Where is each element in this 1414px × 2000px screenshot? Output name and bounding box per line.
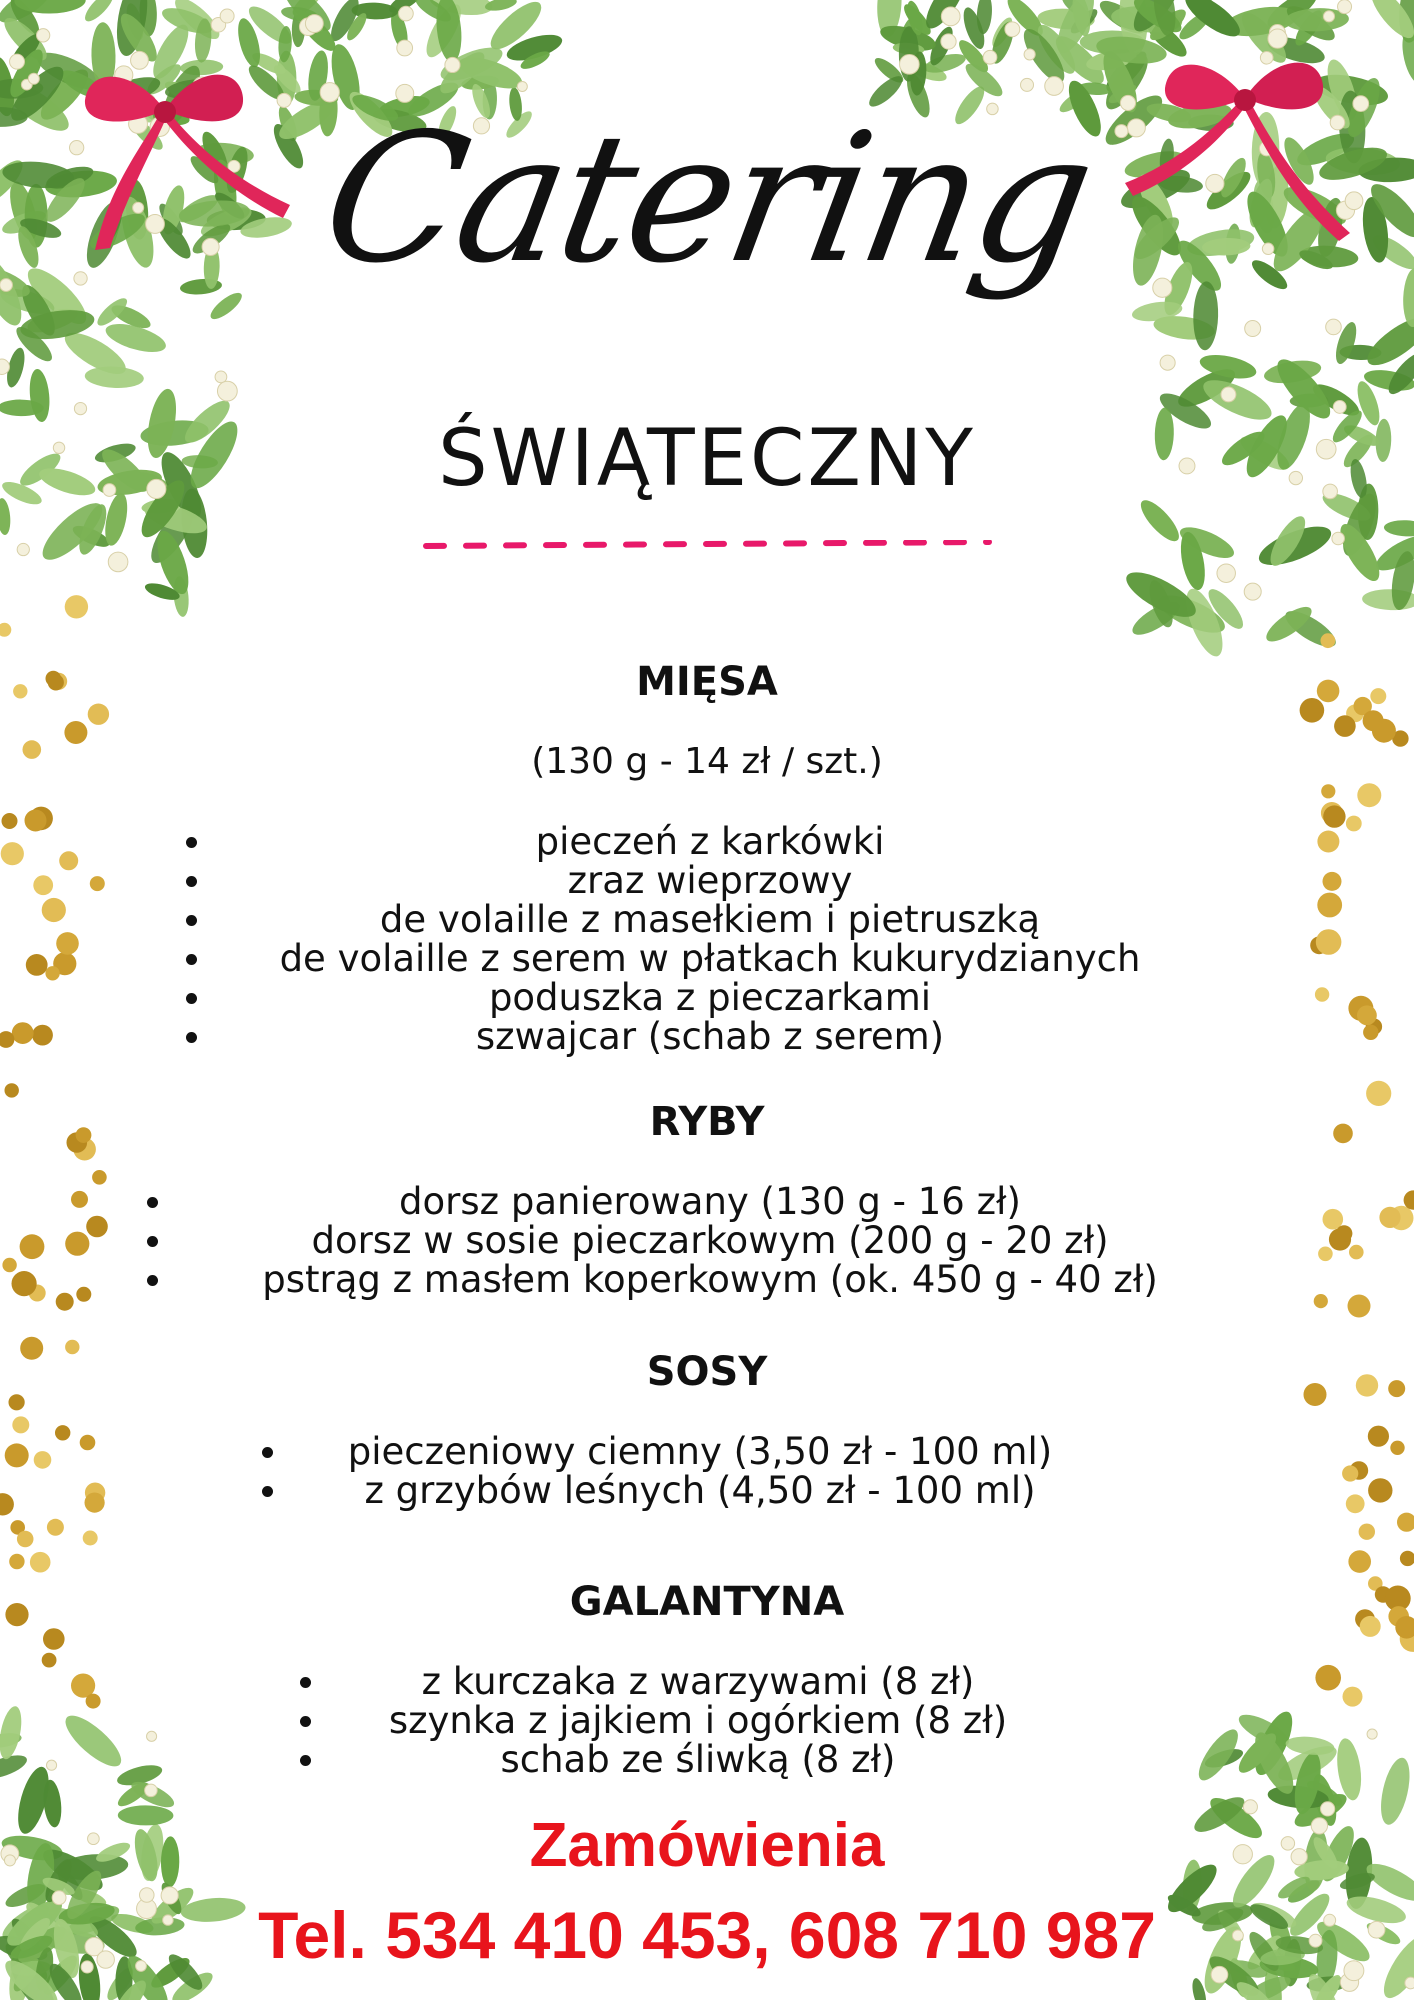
section-note-miesa: (130 g - 14 zł / szt.) — [531, 741, 883, 782]
bullet-icon — [186, 876, 197, 887]
list-item: z kurczaka z warzywami (8 zł) — [298, 1662, 1098, 1701]
list-item: pieczeniowy ciemny (3,50 zł - 100 ml) — [260, 1432, 1140, 1471]
bullet-icon — [186, 837, 197, 848]
orders-label: Zamówienia — [529, 1811, 885, 1880]
phone-numbers: Tel. 534 410 453, 608 710 987 — [258, 1898, 1156, 1972]
list-miesa — [180, 822, 1240, 1056]
list-item: szynka z jajkiem i ogórkiem (8 zł) — [298, 1701, 1098, 1740]
bullet-icon — [147, 1275, 158, 1286]
section-heading-ryby: RYBY — [649, 1099, 765, 1145]
bullet-icon — [262, 1447, 273, 1458]
page-title: Catering — [309, 95, 1105, 302]
bullet-icon — [262, 1486, 273, 1497]
bullet-icon — [147, 1197, 158, 1208]
list-item: de volaille z masełkiem i pietruszką — [180, 900, 1240, 939]
bullet-icon — [147, 1236, 158, 1247]
list-item: pstrąg z masłem koperkowym (ok. 450 g - 40 zł) — [145, 1260, 1275, 1299]
section-heading-sosy: SOSY — [646, 1349, 768, 1395]
section-heading-miesa: MIĘSA — [636, 659, 778, 705]
bullet-icon — [300, 1755, 311, 1766]
list-item: schab ze śliwką (8 zł) — [298, 1740, 1098, 1779]
page-subtitle: ŚWIĄTECZNY — [438, 414, 976, 504]
dashed-divider — [420, 540, 995, 552]
list-galantyna — [298, 1662, 1098, 1779]
list-item: pieczeń z karkówki — [180, 822, 1240, 861]
bullet-icon — [186, 1032, 197, 1043]
bullet-icon — [300, 1677, 311, 1688]
section-heading-galantyna: GALANTYNA — [569, 1579, 845, 1625]
bullet-icon — [186, 954, 197, 965]
list-item: poduszka z pieczarkami — [180, 978, 1240, 1017]
list-item: szwajcar (schab z serem) — [180, 1017, 1240, 1056]
list-item: dorsz panierowany (130 g - 16 zł) — [145, 1182, 1275, 1221]
bullet-icon — [186, 915, 197, 926]
list-item: de volaille z serem w płatkach kukurydzianych — [180, 939, 1240, 978]
bullet-icon — [186, 993, 197, 1004]
list-sosy — [260, 1432, 1140, 1510]
list-item: dorsz w sosie pieczarkowym (200 g - 20 zł) — [145, 1221, 1275, 1260]
list-item: z grzybów leśnych (4,50 zł - 100 ml) — [260, 1471, 1140, 1510]
list-item: zraz wieprzowy — [180, 861, 1240, 900]
list-ryby — [145, 1182, 1275, 1299]
bullet-icon — [300, 1716, 311, 1727]
